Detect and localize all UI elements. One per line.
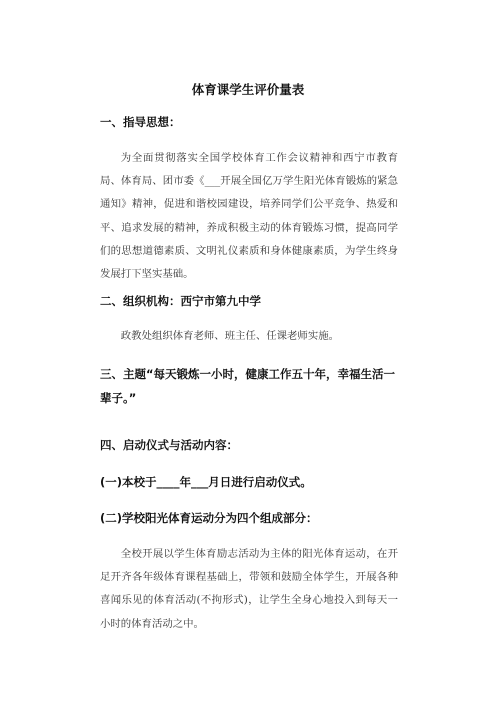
section-heading-guiding-thought: 一、指导思想： xyxy=(100,115,181,129)
document-title: 体育课学生评价量表 xyxy=(191,82,305,97)
paragraph-activities: 全校开展以学生体育励志活动为主体的阳光体育运动，在开足开齐各年级体育课程基础上，带领和鼓励全体学生，开展各种喜闻乐见的体育活动(不拘形式)，让学生全身心地投入到每天一小时的体育活动之中。 xyxy=(100,548,398,630)
section-heading-launch: 四、启动仪式与活动内容： xyxy=(100,438,238,452)
subsection-launch-date: (一)本校于____年___月日进行启动仪式。 xyxy=(100,475,312,489)
paragraph-organization: 政教处组织体育老师、班主任、任课老师实施。 xyxy=(120,330,339,342)
section-heading-organization: 二、组织机构：西宁市第九中学 xyxy=(100,294,261,308)
paragraph-guiding-thought: 为全面贯彻落实全国学校体育工作会议精神和西宁市教育局、体育局、团市委《___开展全国亿万学生阳光体育锻炼的紧急通知》精神，促进和谐校园建设，培养同学们公平竞争、热爱和平、追求发展的精神，养成积极主动的体育锻炼习惯，提高同学们的思想道德素质、文明礼仪素质和身体健康素质，为学生终身发展打下坚实基础。 xyxy=(100,152,398,281)
section-heading-theme: 三、主题“每天锻炼一小时，健康工作五十年，幸福生活一辈子。” xyxy=(100,367,396,405)
subsection-four-parts: (二)学校阳光体育运动分为四个组成部分： xyxy=(100,511,318,525)
